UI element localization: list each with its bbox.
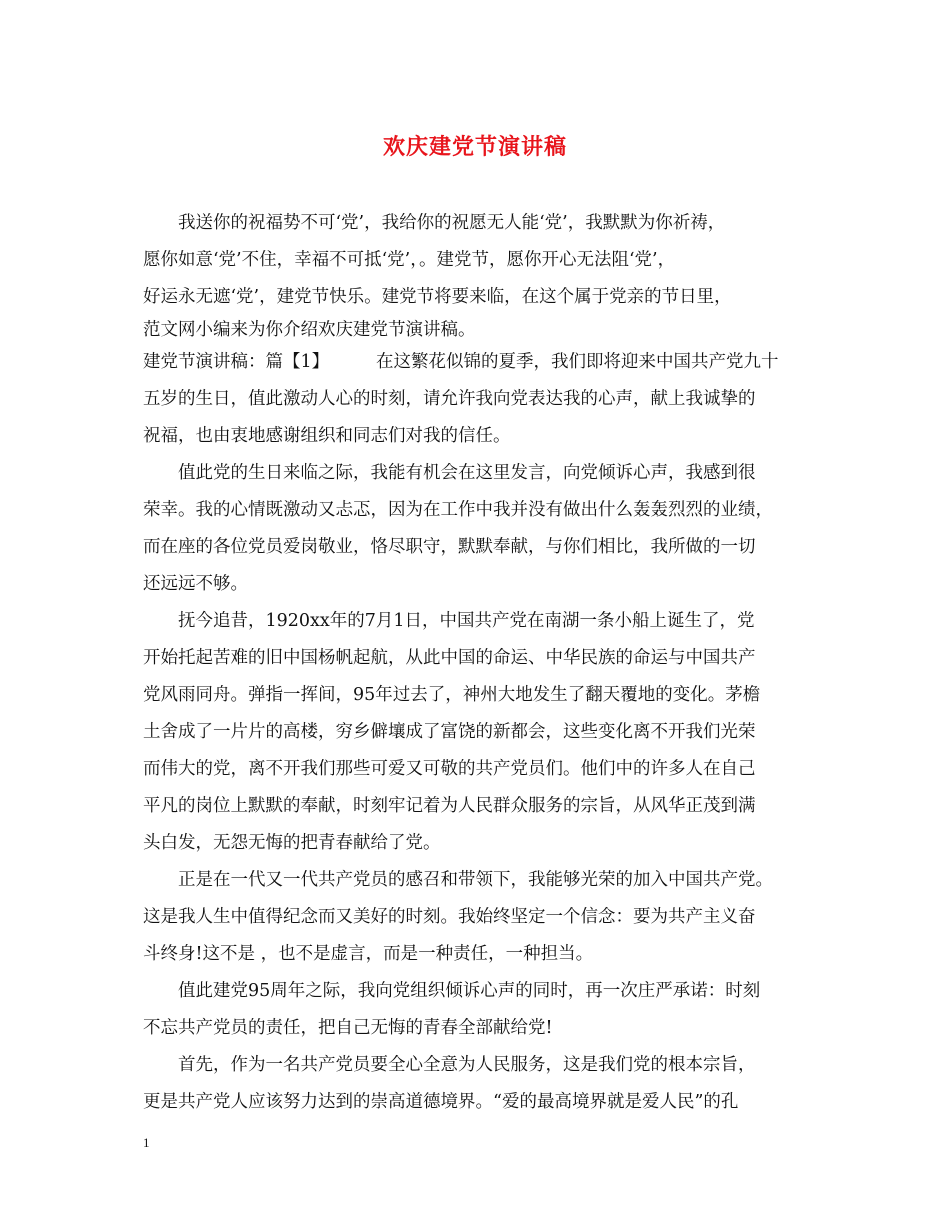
- text-line: 开始托起苦难的旧中国杨帆起航，从此中国的命运、中华民族的命运与中国共产: [143, 648, 756, 668]
- section-heading-line: [143, 344, 823, 381]
- text-line: 首先，作为一名共产党员要全心全意为人民服务，这是我们党的根本宗旨，: [178, 1055, 756, 1075]
- text-line: 这是我人生中值得纪念而又美好的时刻。我始终坚定一个信念：要为共产主义奋: [143, 907, 756, 927]
- section-label: 建党节演讲稿：篇【1】: [143, 352, 330, 372]
- document-title: 欢庆建党节演讲稿: [382, 134, 567, 160]
- section-first-line: 在这繁花似锦的夏季，我们即将迎来中国共产党九十: [376, 352, 779, 372]
- text-line: 正是在一代又一代共产党员的感召和带领下，我能够光荣的加入中国共产党。: [178, 870, 773, 890]
- text-line: 更是共产党人应该努力达到的崇高道德境界。“爱的最高境界就是爱人民”的孔: [143, 1092, 739, 1112]
- paragraph: [143, 455, 823, 603]
- text-line: 好运永无遮‘党’，建党节快乐。建党节将要来临，在这个属于党亲的节日里，: [143, 287, 732, 307]
- text-line: 而伟大的党，离不开我们那些可爱又可敬的共产党员们。他们中的许多人在自己: [143, 759, 756, 779]
- text-line: 荣幸。我的心情既激动又忐忑，因为在工作中我并没有做出什么轰轰烈烈的业绩，: [143, 500, 773, 520]
- text-line: 值此建党95周年之际，我向党组织倾诉心声的同时，再一次庄严承诺：时刻: [178, 981, 761, 1001]
- text-line: 抚今追昔，1920xx年的7月1日，中国共产党在南湖一条小船上诞生了，党: [178, 611, 755, 631]
- document-body: [143, 205, 823, 1121]
- text-line: 土舍成了一片片的高楼，穷乡僻壤成了富饶的新都会，这些变化离不开我们光荣: [143, 722, 756, 742]
- text-line: 范文网小编来为你介绍欢庆建党节演讲稿。: [143, 320, 476, 340]
- text-line: 平凡的岗位上默默的奉献，时刻牢记着为人民群众服务的宗旨，从风华正茂到满: [143, 796, 756, 816]
- intro-paragraph: [143, 205, 823, 344]
- text-line: 斗终身!这不是 ，也不是虚言，而是一种责任，一种担当。: [143, 944, 594, 964]
- page-number: 1: [143, 1135, 150, 1150]
- text-line: 我送你的祝福势不可‘党’，我给你的祝愿无人能‘党’，我默默为你祈祷，: [178, 213, 726, 233]
- text-line: 还远远不够。: [143, 574, 248, 594]
- text-line: 党风雨同舟。弹指一挥间，95年过去了，神州大地发生了翻天覆地的变化。茅檐: [143, 685, 761, 705]
- text-line: 值此党的生日来临之际，我能有机会在这里发言，向党倾诉心声，我感到很: [178, 463, 756, 483]
- paragraph: [143, 1047, 823, 1121]
- paragraph: [143, 862, 823, 973]
- text-line: 头白发，无怨无悔的把青春献给了党。: [143, 833, 441, 853]
- text-line: 愿你如意‘党’不住，幸福不可抵‘党’，。建党节，愿你开心无法阻‘党’，: [143, 250, 676, 270]
- paragraph: [143, 603, 823, 862]
- text-line: 而在座的各位党员爱岗敬业，恪尽职守，默默奉献，与你们相比，我所做的一切: [143, 537, 756, 557]
- paragraph: [143, 381, 823, 455]
- text-line: 五岁的生日，值此激动人心的时刻，请允许我向党表达我的心声，献上我诚挚的: [143, 389, 756, 409]
- paragraph: [143, 973, 823, 1047]
- text-line: 祝福，也由衷地感谢组织和同志们对我的信任。: [143, 426, 511, 446]
- text-line: 不忘共产党员的责任，把自己无悔的青春全部献给党!: [143, 1018, 553, 1038]
